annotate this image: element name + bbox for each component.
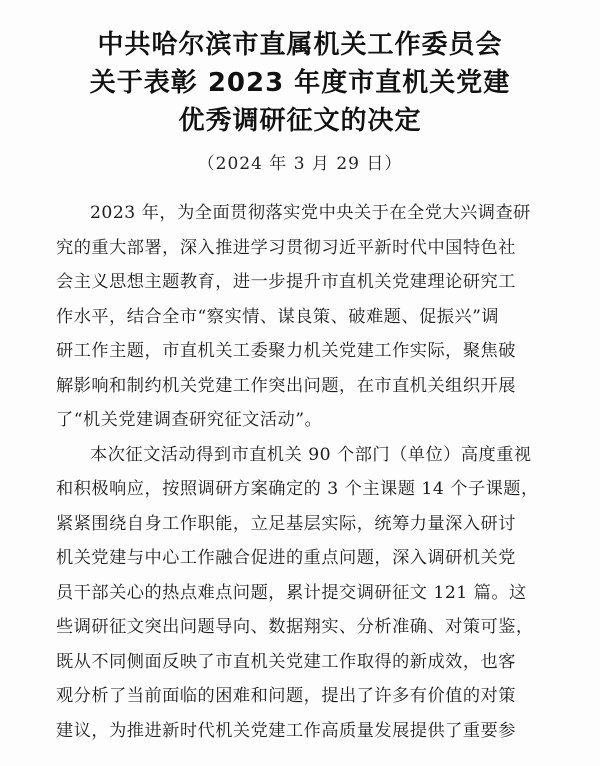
paragraph-2-line: 员干部关心的热点难点问题，累计提交调研征文 121 篇。这 — [56, 582, 527, 603]
paragraph-1-line: 作水平，结合全市“察实情、谋良策、破难题、促振兴”调 — [56, 306, 500, 327]
document-date: （2024 年 3 月 29 日） — [197, 154, 403, 174]
paragraph-2-line: 机关党建与中心工作融合促进的重点问题，深入调研机关党 — [56, 548, 516, 568]
paragraph-2-line: 紧紧围绕自身工作职能，立足基层实际，统筹力量深入研讨 — [56, 513, 516, 534]
paragraph-2-line: 本次征文活动得到市直机关 90 个部门（单位）高度重视 — [90, 444, 532, 465]
title-line-1: 中共哈尔滨市直属机关工作委员会 — [97, 30, 503, 60]
title-line-3: 优秀调研征文的决定 — [178, 106, 422, 136]
paragraph-1-line: 究的重大部署，深入推进学习贯彻习近平新时代中国特色社 — [56, 237, 516, 258]
paragraph-1-line: 研工作主题，市直机关工委聚力机关党建工作实际，聚焦破 — [56, 341, 516, 361]
paragraph-1-line: 了“机关党建调查研究征文活动”。 — [56, 410, 323, 430]
document-title — [0, 26, 600, 140]
paragraph-2-line: 和积极响应，按照调研方案确定的 3 个主课题 14 个子课题， — [56, 479, 539, 499]
paragraph-1-line: 2023 年，为全面贯彻落实党中央关于在全党大兴调查研 — [90, 203, 531, 223]
paragraph-2-line: 建议，为推进新时代机关党建工作高质量发展提供了重要参 — [56, 720, 516, 741]
paragraph-2-line: 既从不同侧面反映了市直机关党建工作取得的新成效，也客 — [56, 651, 516, 672]
title-line-2: 关于表彰 2023 年度市直机关党建 — [89, 68, 511, 98]
paragraph-2-line: 观分析了当前面临的困难和问题，提出了许多有价值的对策 — [56, 686, 516, 706]
paragraph-1-line: 解影响和制约机关党建工作突出问题，在市直机关组织开展 — [56, 375, 516, 396]
document-body — [56, 196, 552, 748]
paragraph-1-line: 会主义思想主题教育，进一步提升市直机关党建理论研究工 — [56, 272, 516, 292]
paragraph-2-line: 些调研征文突出问题导向、数据翔实、分析准确、对策可鉴， — [56, 617, 534, 637]
